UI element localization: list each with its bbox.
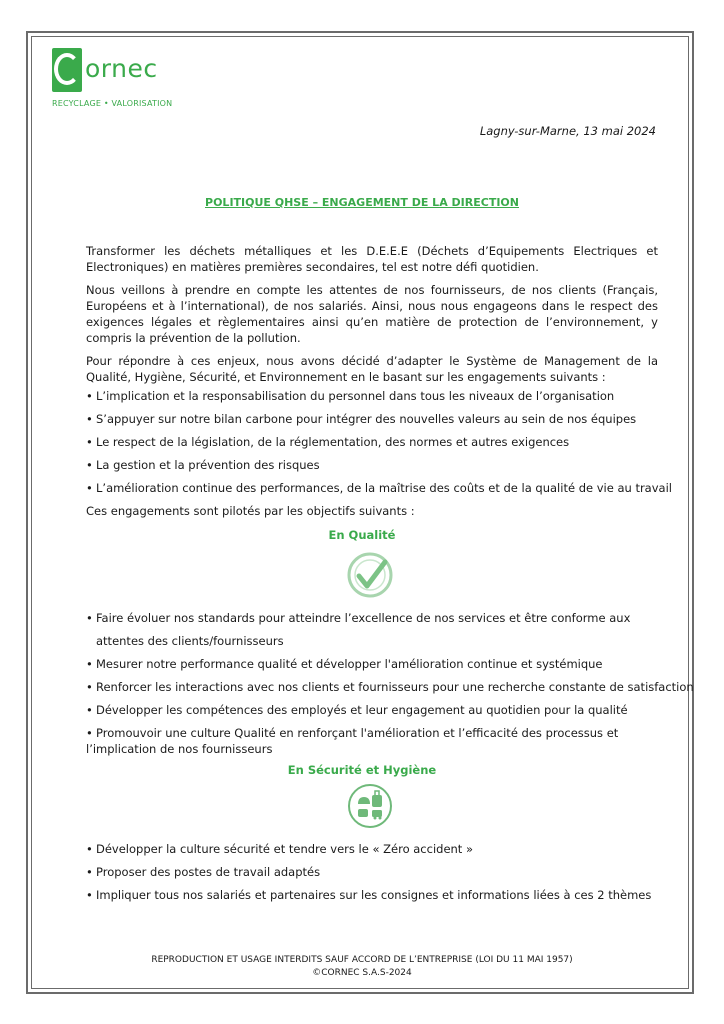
safety-item: • Développer la culture sécurité et tendre vers le « Zéro accident »: [86, 842, 474, 856]
engagement-item: • S’appuyer sur notre bilan carbone pour intégrer des nouvelles valeurs au sein de nos équipes: [86, 412, 637, 426]
quality-item: • Mesurer notre performance qualité et développer l'amélioration continue et systémique: [86, 657, 603, 671]
objectives-intro: Ces engagements sont pilotés par les objectifs suivants :: [86, 504, 415, 518]
quality-item: • Développer les compétences des employés et leur engagement au quotidien pour la qualité: [86, 703, 628, 717]
quality-item: • Faire évoluer nos standards pour atteindre l’excellence de nos services et être conforme aux: [86, 611, 631, 625]
intro-paragraph-2: Nous veillons à prendre en compte les attentes de nos fournisseurs, de nos clients (Français, Européens et à l’international), de nos salariés. Ainsi, nous nous engageons dans le respect des exigences légales et règlementaires ainsi qu’en matière de protection de l’environnement, y compris la prévention de la pollution.: [86, 283, 658, 345]
engagement-item: • La gestion et la prévention des risques: [86, 458, 320, 472]
engagement-item: • L’amélioration continue des performances, de la maîtrise des coûts et de la qualité de vie au travail: [86, 481, 672, 495]
safety-item: • Proposer des postes de travail adaptés: [86, 865, 321, 879]
quality-item: • Renforcer les interactions avec nos clients et fournisseurs pour une recherche constante de satisfaction: [86, 680, 694, 694]
logo-text: ornec: [85, 54, 158, 83]
quality-item: • Promouvoir une culture Qualité en renforçant l'amélioration et l’efficacité des processus et l’implication de nos fournisseurs: [86, 726, 619, 756]
safety-equipment-icon: [346, 782, 394, 830]
intro-paragraph-3: Pour répondre à ces enjeux, nous avons décidé d’adapter le Système de Management de la Qualité, Hygiène, Sécurité, et Environnement en le basant sur les engagements suivants :: [86, 354, 658, 384]
intro-paragraph-1: Transformer les déchets métalliques et les D.E.E.E (Déchets d’Equipements Electriques et Electroniques) en matières premières secondaires, tel est notre défi quotidien.: [86, 244, 658, 274]
logo-tagline: RECYCLAGE • VALORISATION: [52, 99, 173, 108]
quality-item-continuation: attentes des clients/fournisseurs: [96, 634, 284, 648]
quality-section-title: En Qualité: [328, 528, 396, 542]
document-title: POLITIQUE QHSE – ENGAGEMENT DE LA DIRECTION: [205, 196, 519, 209]
footer-copyright: ©CORNEC S.A.S-2024: [312, 968, 412, 978]
document-date: Lagny-sur-Marne, 13 mai 2024: [479, 124, 656, 138]
footer-legal-notice: REPRODUCTION ET USAGE INTERDITS SAUF ACCORD DE L’ENTREPRISE (LOI DU 11 MAI 1957): [151, 955, 573, 965]
safety-item: • Impliquer tous nos salariés et partenaires sur les consignes et informations liées à ces 2 thèmes: [86, 888, 652, 902]
quality-check-badge-icon: [345, 550, 395, 600]
engagement-item: • Le respect de la législation, de la réglementation, des normes et autres exigences: [86, 435, 570, 449]
engagement-item: • L’implication et la responsabilisation du personnel dans tous les niveaux de l’organisation: [86, 389, 615, 403]
safety-section-title: En Sécurité et Hygiène: [287, 763, 437, 777]
logo-c-box: [52, 48, 82, 92]
cornec-logo: [52, 48, 192, 110]
